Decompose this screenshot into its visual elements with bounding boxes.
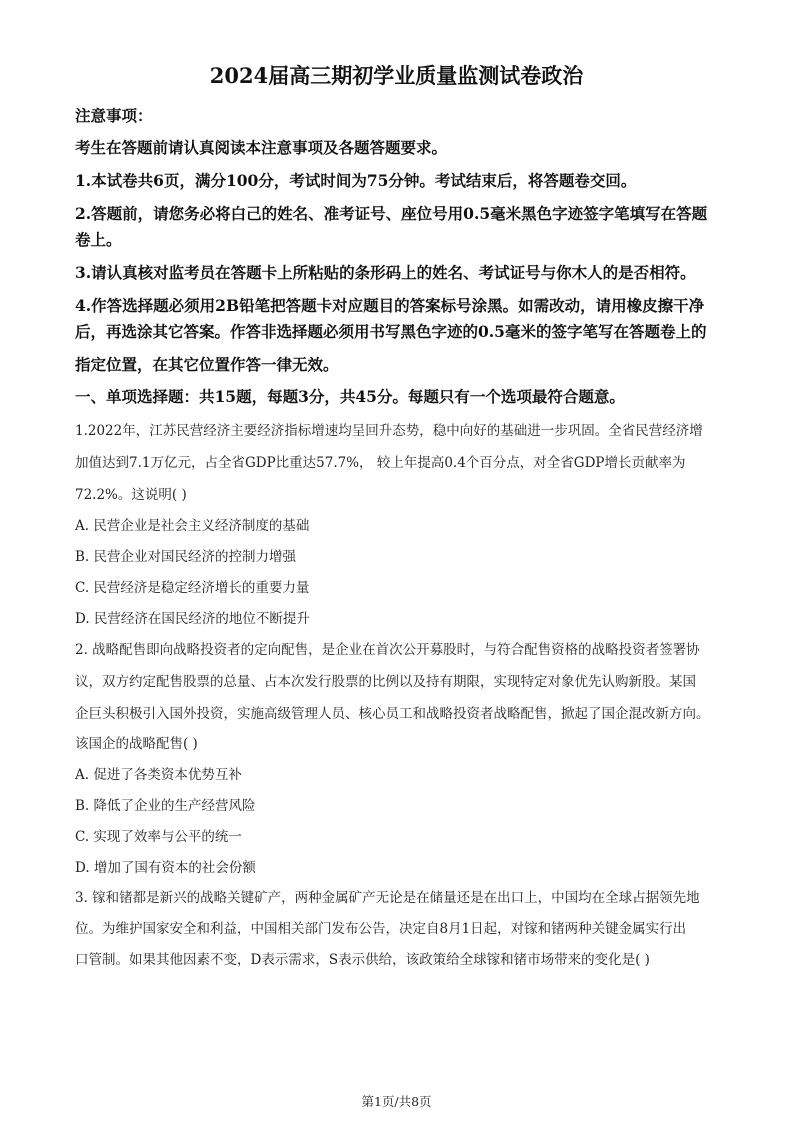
notice-item-2-line-1: 2.答题前，请您务必将白己的姓名、准考证号、座位号用0.5毫米黑色字迹签字笔填写在答题 (75, 204, 708, 223)
q1-option-c: C. 民营经济是稳定经济增长的重要力量 (75, 580, 310, 596)
notice-item-4-line-3: 指定位置，在其它位置作答一律无效。 (75, 355, 339, 374)
notice-item-2-line-2: 卷上。 (75, 230, 122, 249)
notice-intro: 考生在答题前请认真阅读本注意事项及各题答题要求。 (75, 138, 448, 157)
notice-item-1: 1.本试卷共6页，满分100分，考试时间为75分钟。考试结束后，将答题卷交回。 (75, 171, 637, 190)
q1-option-d: D. 民营经济在国民经济的地位不断提升 (75, 611, 310, 627)
q1-option-a: A. 民营企业是社会主义经济制度的基础 (75, 518, 310, 534)
q2-option-d: D. 增加了国有资本的社会份额 (75, 860, 256, 876)
page-footer: 第1页/共8页 (361, 1094, 432, 1109)
notice-item-3: 3.请认真核对监考员在答题卡上所粘贴的条形码上的姓名、考试证号与你木人的是否相符。 (75, 263, 696, 282)
q2-stem-line-4: 该国企的战略配售( ) (75, 736, 198, 752)
q1-stem-line-1: 1.2022年，江苏民营经济主要经济指标增速均呈回升态势，稳中向好的基础进一步巩固。全省民营经济增 (75, 423, 703, 439)
q3-stem-line-1: 3. 镓和锗都是新兴的战略关键矿产，两种金属矿产无论是在储量还是在出口上，中国均在全球占据领先地 (75, 890, 700, 906)
q3-stem-line-3: 口管制。如果其他因素不变，D表示需求，S表示供给，该政策给全球镓和锗市场带来的变化是( ) (75, 952, 650, 968)
q2-stem-line-1: 2. 战略配售即向战略投资者的定向配售，是企业在首次公开募股时，与符合配售资格的战略投资者签署协 (75, 642, 700, 658)
q2-option-a: A. 促进了各类资本优势互补 (75, 767, 242, 783)
page-title: 2024届高三期初学业质量监测试卷政治 (209, 63, 584, 88)
q3-stem-line-2: 位。为维护国家安全和利益，中国相关部门发布公告，决定自8月1日起，对镓和锗两种关键金属实行出 (75, 921, 687, 937)
section-heading: 一、单项选择题：共15题，每题3分，共45分。每题只有一个选项最符合题意。 (75, 387, 625, 406)
q1-option-b: B. 民营企业对国民经济的控制力增强 (75, 549, 297, 565)
q1-stem-line-3: 72.2%。这说明( ) (75, 487, 187, 503)
q2-stem-line-2: 议，双方约定配售股票的总量、占本次发行股票的比例以及持有期限，实现特定对象优先认购新股。某国 (75, 674, 696, 690)
notice-item-4-line-2: 后，再选涂其它答案。作答非选择题必须用书写黑色字迹的0.5毫米的签字笔写在答题卷上的 (75, 322, 707, 341)
q2-option-b: B. 降低了企业的生产经营风险 (75, 798, 256, 814)
q2-option-c: C. 实现了效率与公平的统一 (75, 829, 242, 845)
notice-item-4-line-1: 4.作答选择题必须用2B铅笔把答题卡对应题目的答案标号涂黑。如需改动，请用橡皮擦干净 (75, 296, 705, 315)
notice-heading: 注意事项： (75, 106, 153, 125)
q2-stem-line-3: 企巨头积极引入国外投资，实施高级管理人员、核心员工和战略投资者战略配售，掀起了国企混改新方向。 (75, 706, 710, 722)
q1-stem-line-2: 加值达到7.1万亿元，占全省GDP比重达57.7%， 较上年提高0.4个百分点，对全省GDP增长贡献率为 (75, 455, 686, 471)
